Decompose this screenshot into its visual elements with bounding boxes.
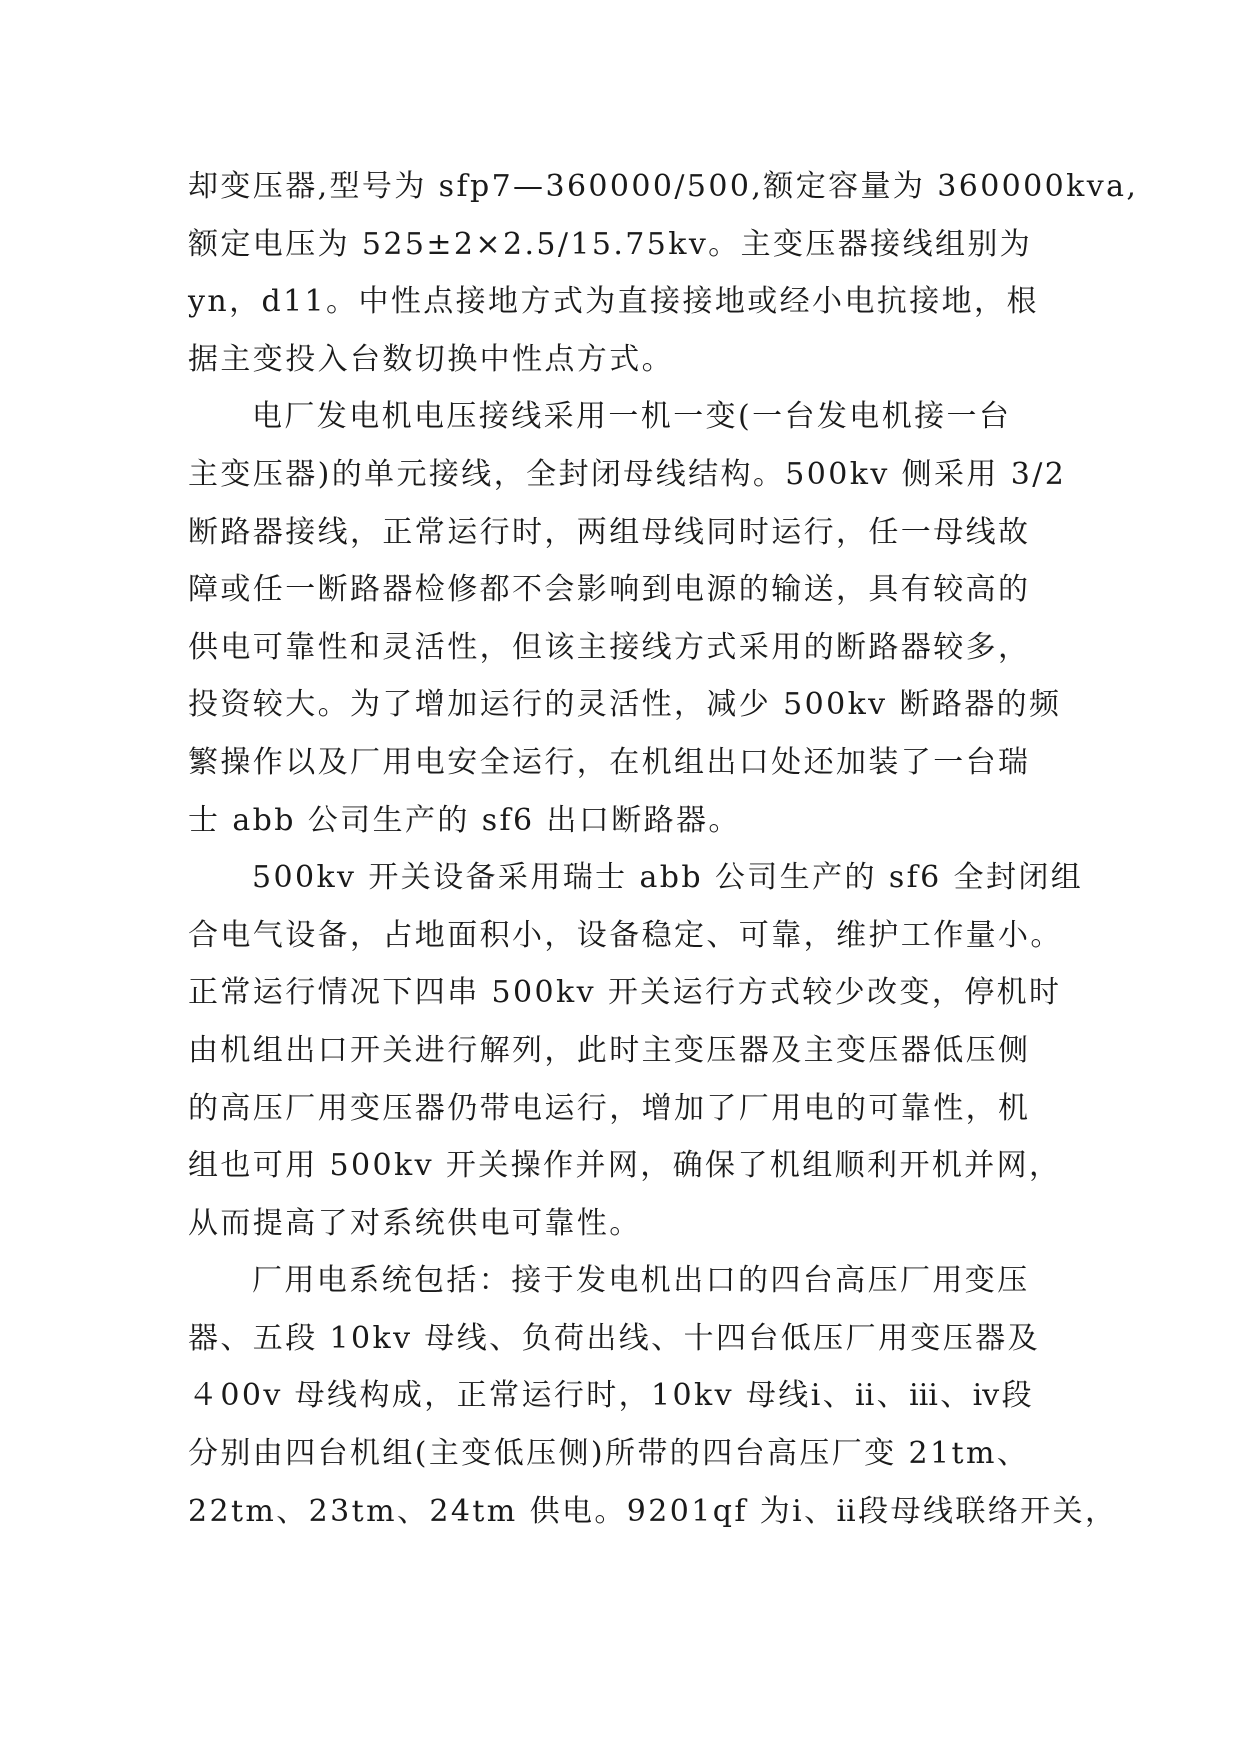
text-line: 投资较大。为了增加运行的灵活性，减少 500kv 断路器的频 <box>188 687 1062 723</box>
text-line: ４00v 母线构成，正常运行时，10kv 母线ⅰ、ⅱ、ⅲ、ⅳ段 <box>188 1378 1035 1414</box>
paragraph-3 <box>188 849 1084 1252</box>
text-line: 分别由四台机组(主变低压侧)所带的四台高压厂变 21tm、 <box>188 1436 1030 1472</box>
text-line: 额定电压为 525±2×2.5/15.75kv。主变压器接线组别为 <box>188 226 1033 262</box>
paragraph-1 <box>188 158 1139 388</box>
text-line: 正常运行情况下四串 500kv 开关运行方式较少改变，停机时 <box>188 975 1062 1011</box>
text-line: 主变压器)的单元接线，全封闭母线结构。500kv 侧采用 3/2 <box>188 456 1067 492</box>
text-line: 士 abb 公司生产的 sf6 出口断路器。 <box>188 802 741 838</box>
text-line: yn，d11。中性点接地方式为直接接地或经小电抗接地，根 <box>188 284 1039 320</box>
text-line: 的高压厂用变压器仍带电运行，增加了厂用电的可靠性，机 <box>188 1090 1031 1126</box>
text-line: 合电气设备，占地面积小，设备稳定、可靠，维护工作量小。 <box>188 917 1063 953</box>
text-line: 从而提高了对系统供电可靠性。 <box>188 1205 642 1241</box>
text-line: 组也可用 500kv 开关操作并网，确保了机组顺利开机并网， <box>188 1148 1062 1184</box>
text-line: 由机组出口开关进行解列，此时主变压器及主变压器低压侧 <box>188 1032 1031 1068</box>
text-line: 500kv 开关设备采用瑞士 abb 公司生产的 sf6 全封闭组 <box>252 860 1084 896</box>
text-line: 断路器接线，正常运行时，两组母线同时运行，任一母线故 <box>188 514 1031 550</box>
text-line: 繁操作以及厂用电安全运行，在机组出口处还加装了一台瑞 <box>188 744 1031 780</box>
text-line: 电厂发电机电压接线采用一机一变(一台发电机接一台 <box>252 399 1012 435</box>
text-line: 障或任一断路器检修都不会影响到电源的输送，具有较高的 <box>188 572 1031 608</box>
text-line: 供电可靠性和灵活性，但该主接线方式采用的断路器较多， <box>188 629 1031 665</box>
text-line: 却变压器,型号为 sfp7—360000/500,额定容量为 360000kva, <box>188 169 1139 204</box>
text-line: 据主变投入台数切换中性点方式。 <box>188 341 674 377</box>
text-line: 器、五段 10kv 母线、负荷出线、十四台低压厂用变压器及 <box>188 1320 1040 1356</box>
text-line: 22tm、23tm、24tm 供电。9201qf 为ⅰ、ⅱ段母线联络开关， <box>188 1493 1118 1529</box>
document-body <box>188 158 1139 1540</box>
paragraph-4 <box>188 1252 1118 1540</box>
text-line: 厂用电系统包括：接于发电机出口的四台高压厂用变压 <box>252 1263 1030 1299</box>
paragraph-2 <box>188 388 1068 849</box>
